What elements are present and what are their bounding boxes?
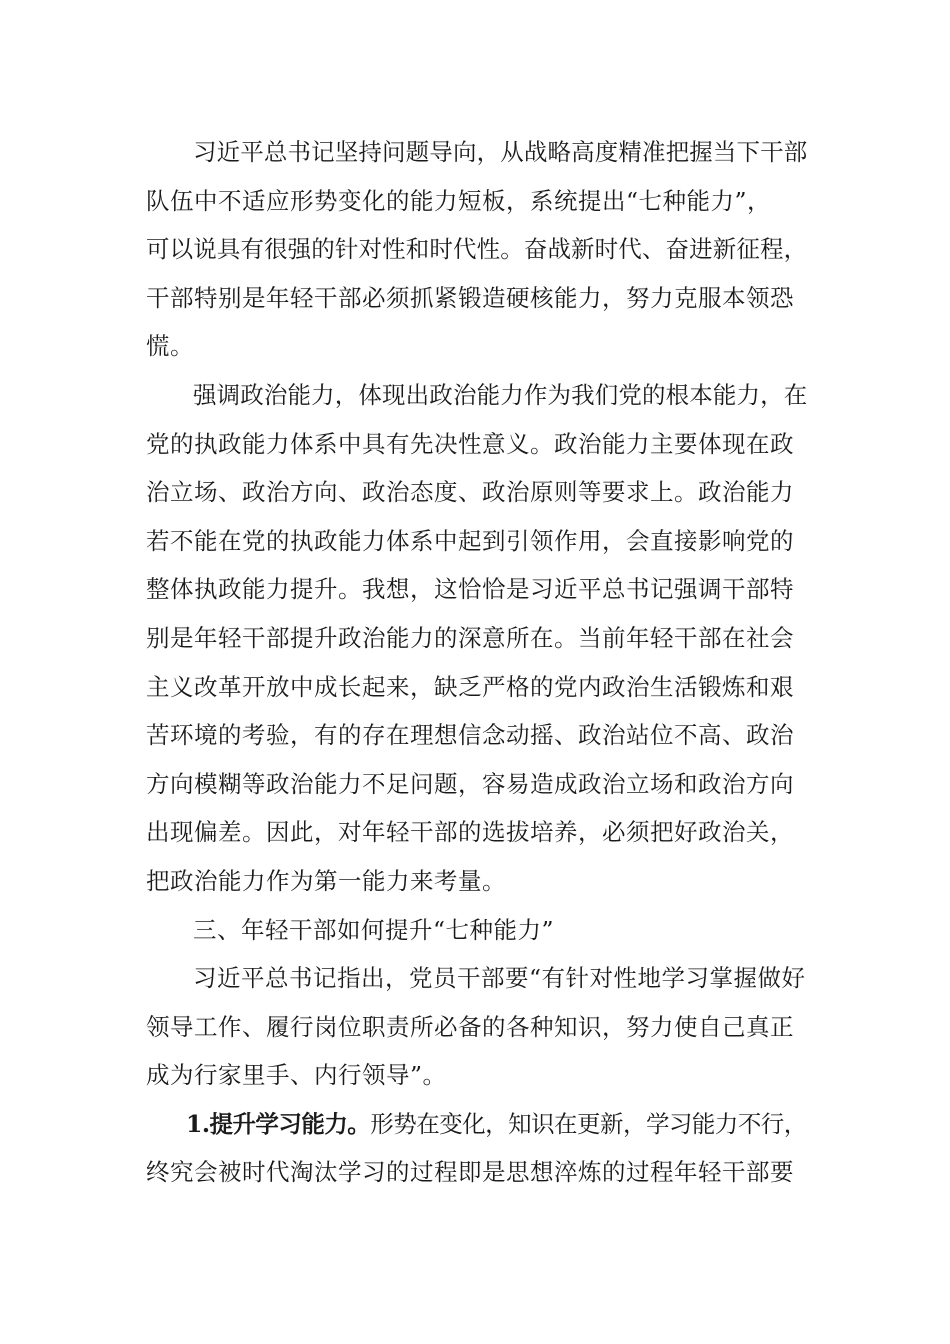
text-line: 干部特别是年轻干部必须抓紧锻造硬核能力，努力克服本领恐 xyxy=(146,283,794,312)
text-line: 习近平总书记坚持问题导向，从战略高度精准把握当下干部 xyxy=(193,138,808,166)
heading-text: 三、年轻干部如何提升“七种能力” xyxy=(193,915,555,944)
text-line: 若不能在党的执政能力体系中起到引领作用，会直接影响党的 xyxy=(146,526,794,555)
paragraph-political-ability xyxy=(146,371,810,906)
text-line: 领导工作、履行岗位职责所必备的各种知识，努力使自己真正 xyxy=(146,1012,794,1041)
bold-lead-text: 1.提升学习能力。 xyxy=(186,1109,371,1138)
text-line: 出现偏差。因此，对年轻干部的选拔培养，必须把好政治关， xyxy=(146,818,794,847)
text-line: 成为行家里手、内行领导”。 xyxy=(146,1061,447,1090)
section-heading xyxy=(146,906,810,955)
text-line-rest: 形势在变化，知识在更新，学习能力不行， xyxy=(370,1109,807,1138)
text-line: 把政治能力作为第一能力来考量。 xyxy=(146,866,506,895)
text-line: 可以说具有很强的针对性和时代性。奋战新时代、奋进新征程， xyxy=(146,235,808,264)
text-line: 苦环境的考验，有的存在理想信念动摇、政治站位不高、政治 xyxy=(146,721,794,750)
text-line: 方向模糊等政治能力不足问题，容易造成政治立场和政治方向 xyxy=(146,769,794,798)
text-line: 主义改革开放中成长起来，缺乏严格的党内政治生活锻炼和艰 xyxy=(146,672,794,701)
text-line: 习近平总书记指出，党员干部要“有针对性地学习掌握做好 xyxy=(193,964,806,993)
text-line: 强调政治能力，体现出政治能力作为我们党的根本能力，在 xyxy=(193,380,808,409)
text-line: 治立场、政治方向、政治态度、政治原则等要求上。政治能力 xyxy=(146,478,794,507)
document-page xyxy=(146,128,810,1197)
text-line: 别是年轻干部提升政治能力的深意所在。当前年轻干部在社会 xyxy=(146,623,794,652)
text-line: 慌。 xyxy=(146,332,194,361)
text-line: 队伍中不适应形势变化的能力短板，系统提出“七种能力”， xyxy=(146,186,772,215)
text-line xyxy=(146,1100,810,1149)
text-line: 整体执政能力提升。我想，这恰恰是习近平总书记强调干部特 xyxy=(146,575,794,604)
paragraph-learning-ability xyxy=(146,1100,810,1197)
text-line: 终究会被时代淘汰学习的过程即是思想淬炼的过程年轻干部要 xyxy=(146,1158,794,1187)
text-line: 党的执政能力体系中具有先决性意义。政治能力主要体现在政 xyxy=(146,429,794,458)
paragraph-quote xyxy=(146,954,810,1100)
paragraph-intro xyxy=(146,128,810,371)
